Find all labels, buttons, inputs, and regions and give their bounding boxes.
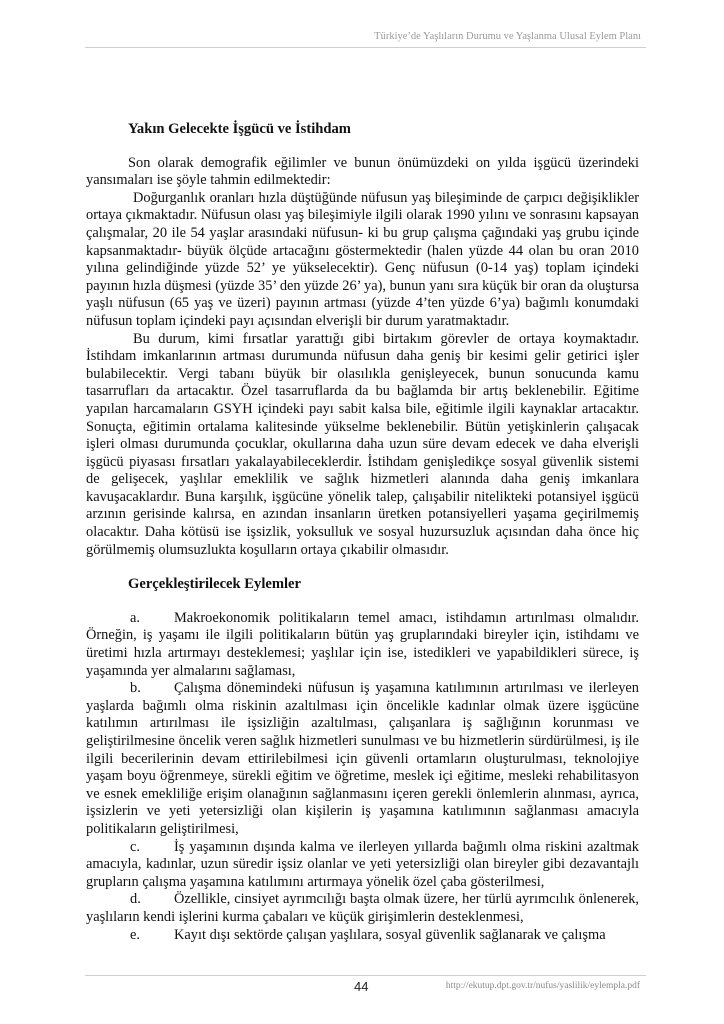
page-number: 44 (354, 979, 369, 994)
spacer (86, 594, 639, 610)
list-item-d (86, 891, 639, 926)
list-item-text: Özellikle, cinsiyet ayrımcılığı başta olmak üzere, her türlü ayrımcılık önlenerek, yaşlıların kendi işlerini kurma çabaları ve küçük girişimlerin desteklenmesi, (86, 891, 639, 925)
header-divider (85, 47, 646, 48)
list-marker: b. (130, 680, 141, 697)
paragraph: Son olarak demografik eğilimler ve bunun önümüzdeki on yılda işgücü üzerindeki yansımaları ise şöyle tahmin edilmektedir: (86, 154, 639, 189)
list-item-c (86, 839, 639, 892)
list-marker: c. (130, 838, 140, 855)
list-item-e (86, 927, 639, 945)
list-marker: a. (130, 609, 140, 626)
list-item-text: İş yaşamının dışında kalma ve ilerleyen yıllarda bağımlı olma riskini azaltmak amacıyla, kadınlar, uzun süredir işsiz olanlar ve yeti yetersizliği olan bireyler gibi dezavantajlı grupların çalışma yaşamına katılımını artırmaya yönelik özel çaba gösterilmesi, (86, 838, 639, 890)
list-item-text: Kayıt dışı sektörde çalışan yaşlılara, sosyal güvenlik sağlanarak ve çalışma (174, 926, 606, 943)
section-title-workforce: Yakın Gelecekte İşgücü ve İstihdam (128, 121, 351, 137)
list-item-a (86, 610, 639, 680)
list-item-text: Makroekonomik politikaların temel amacı, istihdamın artırılması olmalıdır. Örneğin, iş yaşamı ile ilgili politikaların bütün yaş gruplarındaki bireyler için, istihdamı ve üretimi hızla artırmayı desteklemesi; yaşlılar için ise, istedikleri ve yapabildikleri sürece, iş yaşamında yer almalarını sağlaması, (86, 609, 639, 679)
source-url[interactable]: http://ekutup.dpt.gov.tr/nufus/yaslilik/eylempla.pdf (445, 981, 640, 991)
paragraph: Bu durum, kimi fırsatlar yarattığı gibi birtakım görevler de ortaya koymaktadır. İstihdam imkanlarının artması durumunda nüfusun daha geniş bir kesimi gelir getirici işler bulabilecektir. Vergi tabanı büyük bir olasılıkla genişleyecek, bunun sonucunda kamu tasarrufları da artacaktır. Özel tasarruflarda da bu bağlamda bir artış beklenebilir. Eğitime yapılan harcamaların GSYH içindeki payı sabit kalsa bile, eğitimle ilgili kaynaklar artacaktır. Sonuçta, eğitimin ortalama kalitesinde yükselme beklenebilir. Bütün yetişkinlerin çalışacak işleri olması durumunda çocuklar, okullarına daha uzun süre devam edecek ve daha elverişli işgücü piyasası fırsatları yakalayabileceklerdir. İstihdam genişledikçe sosyal güvenlik sistemi de gelişecek, yaşlılar emeklilik ve sağlık hizmetleri alanında daha geniş imkanlara kavuşacaklardır. Buna karşılık, işgücüne yönelik talep, çalışabilir nitelikteki potansiyel işgücü arzının gerisinde kalırsa, en azından insanların üretken potansiyelleri yaşama geçirilmemiş olacaktır. Daha kötüsü ise işsizlik, yoksulluk ve sosyal huzursuzluk açısından daha önce hiç görülmemiş olumsuzlukta koşulların ortaya çıkabilir olmasıdır. (86, 330, 639, 558)
section-title-actions: Gerçekleştirilecek Eylemler (128, 576, 302, 593)
paragraph: Doğurganlık oranları hızla düştüğünde nüfusun yaş bileşiminde de çarpıcı değişiklikler ortaya çıkmaktadır. Nüfusun olası yaş bileşimiyle ilgili olarak 1990 yılını ve sonrasını kapsayan çalışmalar, 20 ile 54 yaşlar arasındaki nüfusun- ki bu grup çalışma çağındaki yaş grubu içinde kapsanmaktadır- büyük ölçüde artacağını göstermektedir (halen yüzde 44 olan bu oran 2010 yılına gelindiğinde yüzde 52’ ye yükselecektir). Genç nüfusun (0-14 yaş) toplam içindeki payının hızla düşmesi (yüzde 35’ den yüzde 26’ ya), bunun yanı sıra küçük bir oran da oluştursa yaşlı nüfusun (65 yaş ve üzeri) payının artması (yüzde 4’ten yüzde 6’ya) bağımlı konumdaki nüfusun toplam içindeki payı açısından elverişli bir durum yaratmaktadır. (86, 189, 639, 329)
spacer (86, 139, 639, 155)
list-marker: d. (130, 891, 141, 908)
list-marker: e. (130, 926, 140, 943)
list-item-b (86, 680, 639, 838)
page-content (86, 121, 639, 944)
running-header: Türkiye’de Yaşlıların Durumu ve Yaşlanma Ulusal Eylem Planı (374, 31, 641, 42)
footer-divider (85, 975, 646, 976)
spacer (86, 559, 639, 576)
list-item-text: Çalışma dönemindeki nüfusun iş yaşamına katılımının artırılması ve ilerleyen yaşlarda bağımlı olma riskinin azaltılması için öncelikle kadınlar olmak üzere işgücüne katılımın artırılması ile işsizliğin azaltılması, çalışanlara iş sağlığının korunması ve geliştirilmesine öncelik veren sağlık hizmetleri sunulması ve bu hizmetlerin sürdürülmesi, iş ile ilgili becerilerinin devam ettirilebilmesi için güvenli ortamların oluşturulması, teknolojiye yaşam boyu öğrenmeye, sürekli eğitim ve öğretime, meslek içi eğitime, mesleki rehabilitasyon ve esnek emekliliğe erişim olanağının sağlanmasını içeren gerekli önlemlerin alınması, ayrıca, işsizlerin ve yeti yetersizliği olan kişilerin iş yaşamına katılımının sağlanması amacıyla politikaların geliştirilmesi, (86, 680, 639, 837)
